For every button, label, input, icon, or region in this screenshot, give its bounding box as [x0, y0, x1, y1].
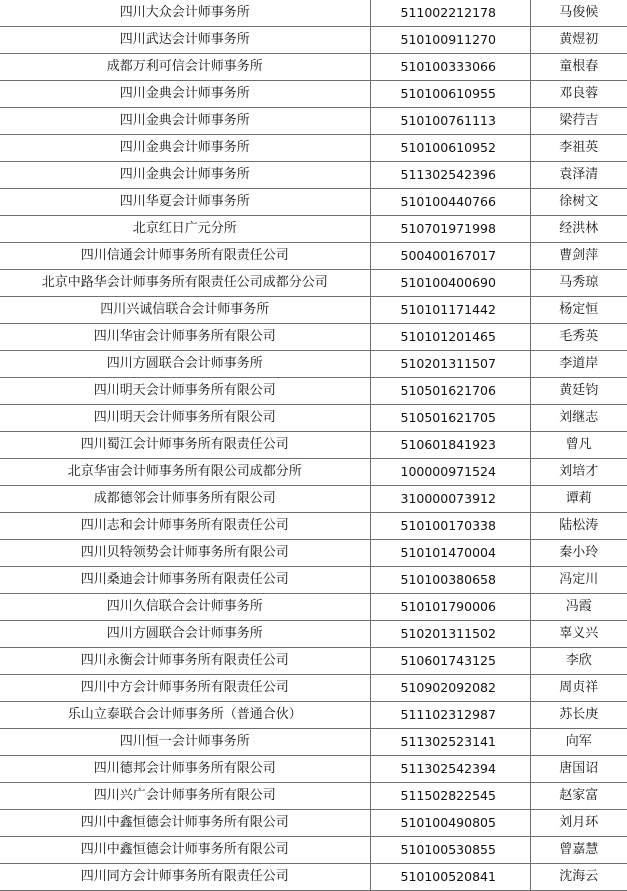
person-name-cell: 辜义兴: [530, 621, 627, 648]
firm-name-cell: 四川永衡会计师事务所有限责任公司: [0, 648, 370, 675]
firm-name-cell: 四川华夏会计师事务所: [0, 189, 370, 216]
registration-code-cell: 310000073912: [370, 486, 530, 513]
table-row: [0, 81, 627, 108]
firm-name-cell: 四川中鑫恒德会计师事务所有限公司: [0, 837, 370, 864]
person-name-cell: 谭莉: [530, 486, 627, 513]
table-row: [0, 810, 627, 837]
registration-code-cell: 510100400690: [370, 270, 530, 297]
firm-name-cell: 四川同方会计师事务所有限责任公司: [0, 864, 370, 891]
registration-code-cell: 500400167017: [370, 243, 530, 270]
person-name-cell: 经洪林: [530, 216, 627, 243]
person-name-cell: 曾嘉慧: [530, 837, 627, 864]
table-row: [0, 675, 627, 702]
table-row: [0, 459, 627, 486]
registration-code-cell: 510100761113: [370, 108, 530, 135]
registration-code-cell: 511302542394: [370, 756, 530, 783]
person-name-cell: 苏长庚: [530, 702, 627, 729]
table-row: [0, 648, 627, 675]
firm-name-cell: 四川中方会计师事务所有限责任公司: [0, 675, 370, 702]
table-row: [0, 27, 627, 54]
registration-code-cell: 511102312987: [370, 702, 530, 729]
table-row: [0, 0, 627, 27]
person-name-cell: 马秀琼: [530, 270, 627, 297]
registration-code-cell: 510100530855: [370, 837, 530, 864]
table-row: [0, 189, 627, 216]
registration-code-cell: 510701971998: [370, 216, 530, 243]
firm-name-cell: 四川武达会计师事务所: [0, 27, 370, 54]
firm-name-cell: 四川恒一会计师事务所: [0, 729, 370, 756]
registration-code-cell: 510100610955: [370, 81, 530, 108]
registration-code-cell: 510101790006: [370, 594, 530, 621]
firm-name-cell: 成都万利可信会计师事务所: [0, 54, 370, 81]
firm-name-cell: 四川大众会计师事务所: [0, 0, 370, 27]
person-name-cell: 刘继志: [530, 405, 627, 432]
registration-code-cell: 510100440766: [370, 189, 530, 216]
table-row: [0, 486, 627, 513]
table-row: [0, 351, 627, 378]
firm-name-cell: 四川中鑫恒德会计师事务所有限公司: [0, 810, 370, 837]
table-row: [0, 621, 627, 648]
table-row: [0, 270, 627, 297]
firm-name-cell: 四川明天会计师事务所有限公司: [0, 405, 370, 432]
registration-code-cell: 510101201465: [370, 324, 530, 351]
person-name-cell: 周贞祥: [530, 675, 627, 702]
person-name-cell: 马俊候: [530, 0, 627, 27]
person-name-cell: 袁泽清: [530, 162, 627, 189]
registration-code-cell: 510100333066: [370, 54, 530, 81]
firm-name-cell: 四川贝特领势会计师事务所有限公司: [0, 540, 370, 567]
table-row: [0, 837, 627, 864]
registration-code-cell: 510601841923: [370, 432, 530, 459]
person-name-cell: 杨定恒: [530, 297, 627, 324]
person-name-cell: 曾凡: [530, 432, 627, 459]
person-name-cell: 曹剑萍: [530, 243, 627, 270]
person-name-cell: 沈海云: [530, 864, 627, 891]
person-name-cell: 刘培才: [530, 459, 627, 486]
table-row: [0, 756, 627, 783]
firm-name-cell: 四川金典会计师事务所: [0, 81, 370, 108]
registration-code-cell: 511502822545: [370, 783, 530, 810]
firm-name-cell: 成都德邻会计师事务所有限公司: [0, 486, 370, 513]
firm-name-cell: 北京红日广元分所: [0, 216, 370, 243]
table-row: [0, 540, 627, 567]
table-row: [0, 864, 627, 891]
registration-code-cell: 510100490805: [370, 810, 530, 837]
firm-name-cell: 四川德邦会计师事务所有限公司: [0, 756, 370, 783]
registration-code-cell: 510902092082: [370, 675, 530, 702]
firm-name-cell: 四川华宙会计师事务所有限公司: [0, 324, 370, 351]
firm-name-cell: 四川蜀江会计师事务所有限责任公司: [0, 432, 370, 459]
firm-name-cell: 四川金典会计师事务所: [0, 135, 370, 162]
firm-name-cell: 四川兴诚信联合会计师事务所: [0, 297, 370, 324]
person-name-cell: 李欣: [530, 648, 627, 675]
firm-name-cell: 四川兴广会计师事务所有限公司: [0, 783, 370, 810]
firm-name-cell: 四川桑迪会计师事务所有限责任公司: [0, 567, 370, 594]
table-row: [0, 378, 627, 405]
registration-code-cell: 510100911270: [370, 27, 530, 54]
person-name-cell: 李道岸: [530, 351, 627, 378]
table-row: [0, 405, 627, 432]
firm-name-cell: 四川金典会计师事务所: [0, 162, 370, 189]
registration-code-cell: 510100610952: [370, 135, 530, 162]
registration-code-cell: 510601743125: [370, 648, 530, 675]
table-row: [0, 702, 627, 729]
person-name-cell: 徐树文: [530, 189, 627, 216]
registration-code-cell: 100000971524: [370, 459, 530, 486]
registration-code-cell: 510100520841: [370, 864, 530, 891]
registration-code-cell: 511302542396: [370, 162, 530, 189]
table-row: [0, 594, 627, 621]
firm-name-cell: 四川方圆联合会计师事务所: [0, 621, 370, 648]
table-row: [0, 108, 627, 135]
registration-code-cell: 510101171442: [370, 297, 530, 324]
registration-code-cell: 510501621706: [370, 378, 530, 405]
registration-code-cell: 510100380658: [370, 567, 530, 594]
registration-code-cell: 510101470004: [370, 540, 530, 567]
person-name-cell: 冯霞: [530, 594, 627, 621]
person-name-cell: 李祖英: [530, 135, 627, 162]
table-row: [0, 324, 627, 351]
person-name-cell: 童根春: [530, 54, 627, 81]
person-name-cell: 陆松涛: [530, 513, 627, 540]
registration-code-cell: 511302523141: [370, 729, 530, 756]
person-name-cell: 赵家富: [530, 783, 627, 810]
table-row: [0, 432, 627, 459]
registration-code-cell: 511002212178: [370, 0, 530, 27]
person-name-cell: 邓良蓉: [530, 81, 627, 108]
person-name-cell: 毛秀英: [530, 324, 627, 351]
table-row: [0, 729, 627, 756]
firm-name-cell: 乐山立泰联合会计师事务所（普通合伙）: [0, 702, 370, 729]
person-name-cell: 黄煜初: [530, 27, 627, 54]
registration-code-cell: 510100170338: [370, 513, 530, 540]
table-row: [0, 54, 627, 81]
table-row: [0, 243, 627, 270]
person-name-cell: 梁荇吉: [530, 108, 627, 135]
table-row: [0, 783, 627, 810]
person-name-cell: 唐国诏: [530, 756, 627, 783]
person-name-cell: 黄廷钧: [530, 378, 627, 405]
person-name-cell: 秦小玲: [530, 540, 627, 567]
registration-code-cell: 510201311507: [370, 351, 530, 378]
firm-name-cell: 四川明天会计师事务所有限公司: [0, 378, 370, 405]
firm-name-cell: 北京中路华会计师事务所有限责任公司成都分公司: [0, 270, 370, 297]
person-name-cell: 向军: [530, 729, 627, 756]
firm-name-cell: 四川方圆联合会计师事务所: [0, 351, 370, 378]
person-name-cell: 刘月环: [530, 810, 627, 837]
table-row: [0, 216, 627, 243]
table-row: [0, 567, 627, 594]
table-row: [0, 297, 627, 324]
table-row: [0, 162, 627, 189]
firm-name-cell: 四川信通会计师事务所有限责任公司: [0, 243, 370, 270]
person-name-cell: 冯定川: [530, 567, 627, 594]
firm-name-cell: 四川志和会计师事务所有限责任公司: [0, 513, 370, 540]
registration-code-cell: 510201311502: [370, 621, 530, 648]
firm-name-cell: 四川久信联合会计师事务所: [0, 594, 370, 621]
registration-code-cell: 510501621705: [370, 405, 530, 432]
firm-name-cell: 北京华宙会计师事务所有限公司成都分所: [0, 459, 370, 486]
firm-name-cell: 四川金典会计师事务所: [0, 108, 370, 135]
table-row: [0, 135, 627, 162]
table-row: [0, 513, 627, 540]
